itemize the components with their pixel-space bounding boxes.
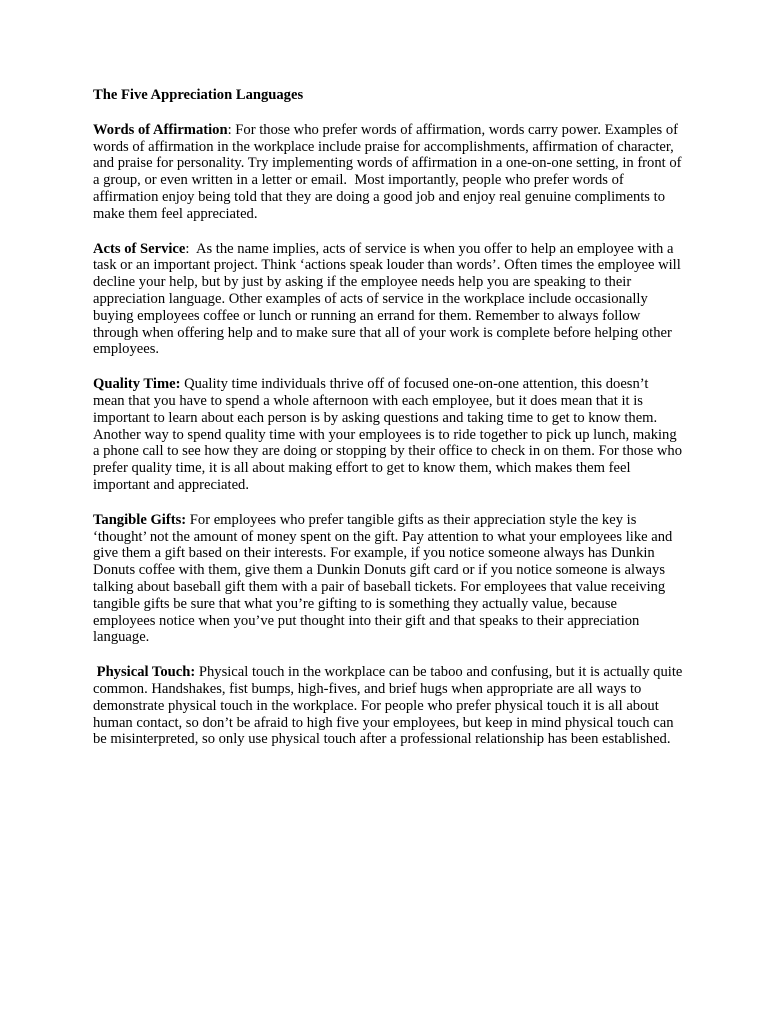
heading-separator: : xyxy=(227,121,236,138)
section-tangible-gifts xyxy=(93,512,683,646)
section-physical-touch xyxy=(93,664,683,748)
section-heading: Physical Touch: xyxy=(93,664,196,681)
section-acts-of-service xyxy=(93,241,683,359)
section-body: For those who prefer words of affirmation, words carry power. Examples of words of affirmation in the workplace include praise for accomplishments, affirmation of character, and praise for personality. Try implementing words of affirmation in a one-on-one setting, in front of a group, or even written in a letter or email. Most importantly, people who prefer words of affirmation enjoy being told that they are doing a good job and enjoy real genuine compliments to make them feel appreciated. xyxy=(93,121,686,222)
section-words-of-affirmation xyxy=(93,121,686,223)
heading-separator: : xyxy=(185,240,196,257)
section-heading: Quality Time: xyxy=(93,376,181,393)
section-body: As the name implies, acts of service is when you offer to help an employee with a task or an important project. Think ‘actions speak louder than words’. Often times the employee will decline your help, but by just by asking if the employee needs help you are speaking to their appreciation language. Other examples of acts of service in the workplace include occasionally buying employees coffee or lunch or running an errand for them. Remember to always follow through when offering help and to make sure that all of your work is complete before helping other employees. xyxy=(93,240,681,358)
section-body: For employees who prefer tangible gifts as their appreciation style the key is ‘thought’ not the amount of money spent on the gift. Pay attention to what your employees like and give them a gift based on their interests. For example, if you notice someone always has Dunkin Donuts coffee with them, give them a Dunkin Donuts gift card or if you notice someone is always talking about baseball gift them with a pair of baseball tickets. For employees that value receiving tangible gifts be sure that what you’re gifting to is something they actually value, because employees notice when you’ve put thought into their gift and that speaks to their appreciation language. xyxy=(93,511,673,646)
document-body xyxy=(93,87,686,766)
document-title: The Five Appreciation Languages xyxy=(93,87,304,103)
section-quality-time xyxy=(93,376,683,494)
section-body: Quality time individuals thrive off of focused one-on-one attention, this doesn’t mean that you have to spend a whole afternoon with each employee, but it does mean that it is important to learn about each person is by asking questions and taking time to get to know them. Another way to spend quality time with your employees is to ride together to pick up lunch, making a phone call to see how they are doing or stopping by their office to check in on them. For those who prefer quality time, it is all about making effort to get to know them, which makes them feel important and appreciated. xyxy=(93,376,683,493)
section-body: Physical touch in the workplace can be taboo and confusing, but it is actually quite common. Handshakes, fist bumps, high-fives, and brief hugs when appropriate are all ways to demonstrate physical touch in the workplace. For people who prefer physical touch it is all about human contact, so don’t be afraid to high five your employees, but keep in mind physical touch can be misinterpreted, so only use physical touch after a professional relationship has been established. xyxy=(93,664,683,748)
section-heading: Acts of Service xyxy=(93,240,186,257)
section-heading: Words of Affirmation xyxy=(93,121,228,138)
section-heading: Tangible Gifts: xyxy=(93,511,187,528)
